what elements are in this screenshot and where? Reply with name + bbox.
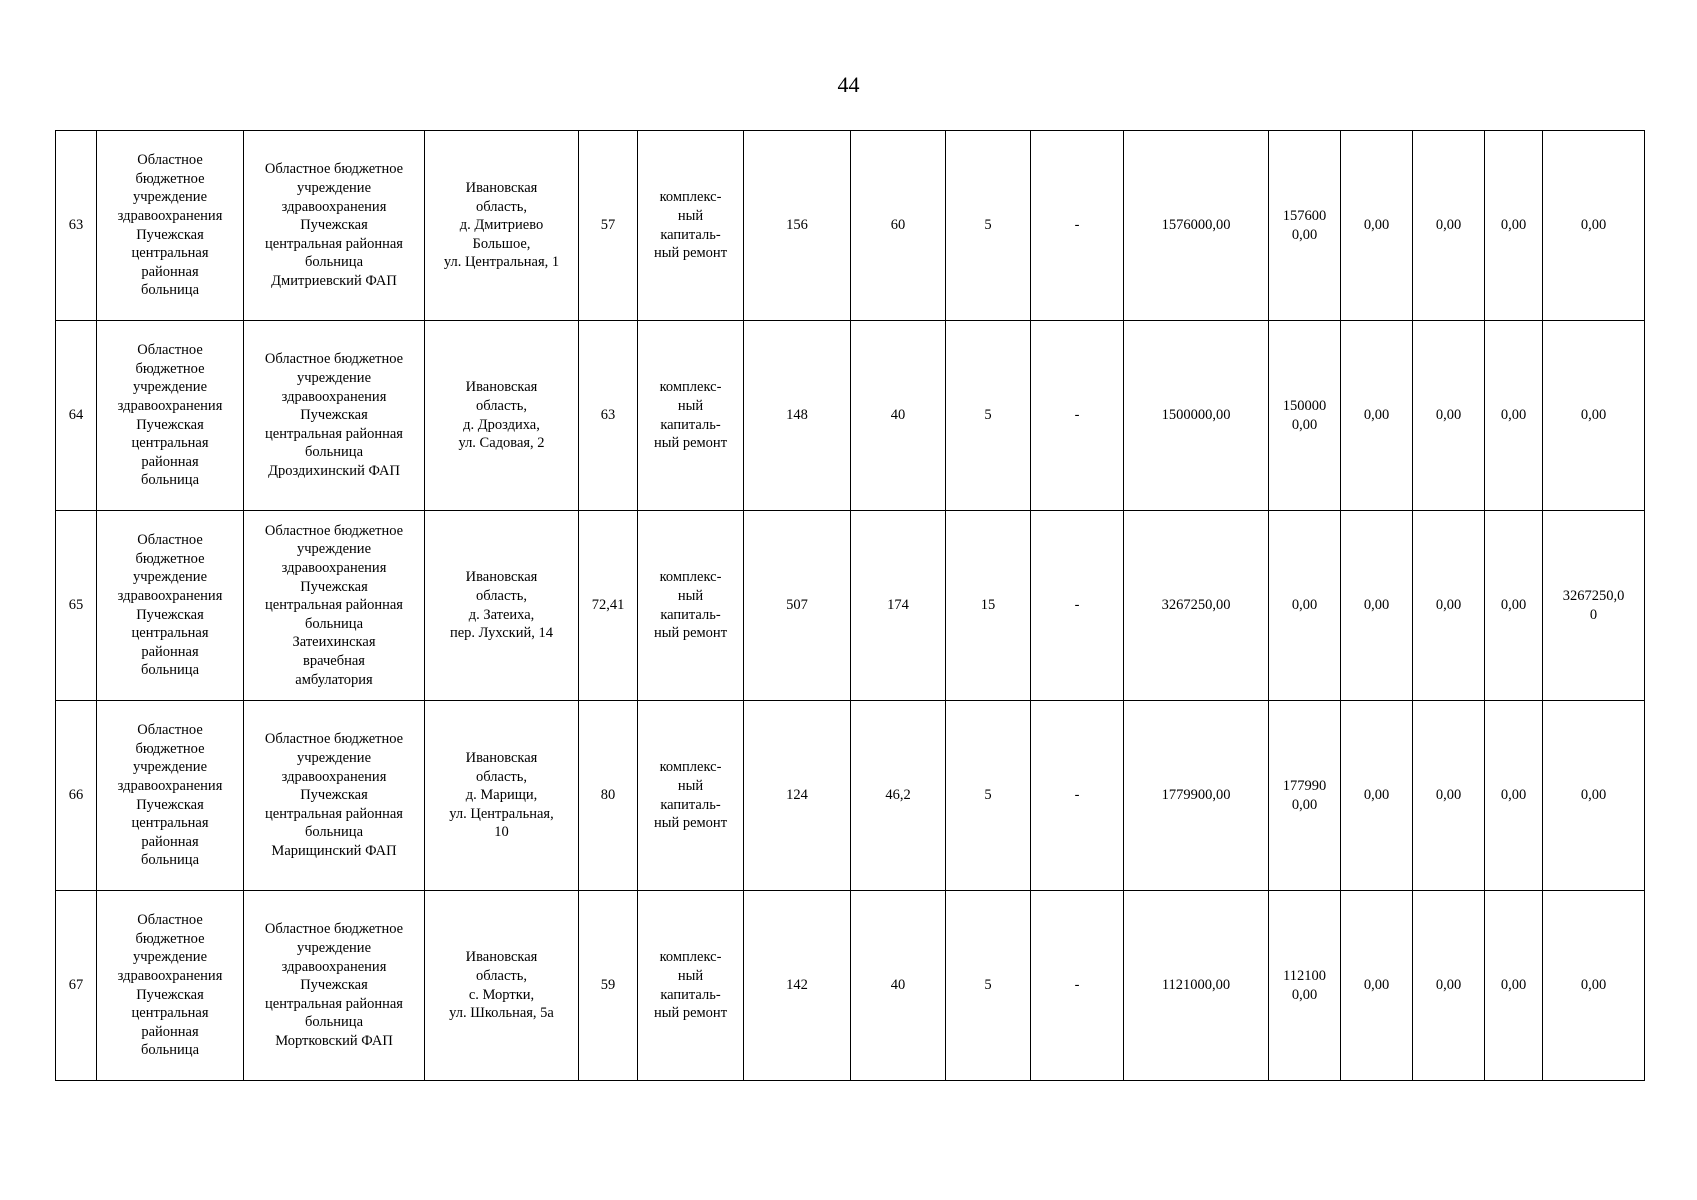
work-type-cell-text: комплекс- ный капиталь- ный ремонт bbox=[653, 759, 728, 832]
amount-cell-14-text: 0,00 bbox=[1435, 217, 1462, 234]
indicator-cell-10 bbox=[1031, 701, 1124, 891]
indicator-cell-9 bbox=[946, 321, 1031, 511]
amount-cell-13 bbox=[1341, 701, 1413, 891]
area-cell-text: 59 bbox=[600, 977, 616, 994]
address-cell-text: Ивановская область, д. Дроздиха, ул. Садовая, 2 bbox=[458, 379, 545, 452]
row-number-cell bbox=[56, 321, 97, 511]
amount-cell-13 bbox=[1341, 891, 1413, 1081]
organization-cell bbox=[97, 511, 244, 701]
row-number-cell bbox=[56, 131, 97, 321]
indicator-cell-8-text: 40 bbox=[890, 407, 906, 424]
organization-cell bbox=[97, 701, 244, 891]
total-cost-cell-text: 3267250,00 bbox=[1161, 597, 1231, 614]
indicator-cell-7-text: 156 bbox=[786, 217, 808, 234]
work-type-cell-text: комплекс- ный капиталь- ный ремонт bbox=[653, 569, 728, 642]
table-body bbox=[56, 131, 1645, 1081]
indicator-cell-9 bbox=[946, 891, 1031, 1081]
work-type-cell bbox=[638, 701, 744, 891]
total-cost-cell bbox=[1124, 701, 1269, 891]
amount-cell-15-text: 0,00 bbox=[1500, 977, 1527, 994]
total-cost-cell-text: 1121000,00 bbox=[1161, 977, 1231, 994]
area-cell bbox=[579, 511, 638, 701]
amount-cell-15 bbox=[1485, 321, 1543, 511]
amount-cell-16-text: 0,00 bbox=[1580, 217, 1607, 234]
indicator-cell-8 bbox=[851, 891, 946, 1081]
total-cost-cell bbox=[1124, 131, 1269, 321]
amount-cell-13-text: 0,00 bbox=[1363, 597, 1390, 614]
organization-cell-text: Областное бюджетное учреждение здравоохранения Пучежская центральная районная больница bbox=[117, 912, 223, 1059]
row-number-cell-text: 66 bbox=[68, 787, 84, 804]
indicator-cell-7 bbox=[744, 321, 851, 511]
object-name-cell bbox=[244, 701, 425, 891]
organization-cell-text: Областное бюджетное учреждение здравоохранения Пучежская центральная районная больница bbox=[117, 152, 223, 299]
address-cell bbox=[425, 891, 579, 1081]
amount-cell-15 bbox=[1485, 891, 1543, 1081]
organization-cell bbox=[97, 131, 244, 321]
amount-cell-16-text: 0,00 bbox=[1580, 977, 1607, 994]
indicator-cell-9 bbox=[946, 131, 1031, 321]
indicator-cell-9 bbox=[946, 511, 1031, 701]
indicator-cell-9-text: 5 bbox=[984, 407, 992, 424]
row-number-cell-text: 65 bbox=[68, 597, 84, 614]
total-cost-cell-text: 1576000,00 bbox=[1161, 217, 1231, 234]
area-cell bbox=[579, 321, 638, 511]
work-type-cell bbox=[638, 131, 744, 321]
work-type-cell-text: комплекс- ный капиталь- ный ремонт bbox=[653, 189, 728, 262]
amount-cell-12-text: 112100 0,00 bbox=[1283, 967, 1326, 1003]
indicator-cell-10 bbox=[1031, 131, 1124, 321]
table-row bbox=[56, 131, 1645, 321]
indicator-cell-9-text: 5 bbox=[984, 787, 992, 804]
organization-cell-text: Областное бюджетное учреждение здравоохранения Пучежская центральная районная больница bbox=[117, 722, 223, 869]
object-name-cell bbox=[244, 321, 425, 511]
area-cell bbox=[579, 701, 638, 891]
indicator-cell-8-text: 40 bbox=[890, 977, 906, 994]
object-name-cell bbox=[244, 511, 425, 701]
indicator-cell-7-text: 142 bbox=[786, 977, 808, 994]
amount-cell-12 bbox=[1269, 131, 1341, 321]
table-row bbox=[56, 891, 1645, 1081]
indicator-cell-7 bbox=[744, 131, 851, 321]
amount-cell-12 bbox=[1269, 891, 1341, 1081]
area-cell-text: 72,41 bbox=[591, 597, 625, 614]
address-cell-text: Ивановская область, д. Марищи, ул. Центральная, 10 bbox=[449, 750, 554, 841]
amount-cell-12 bbox=[1269, 321, 1341, 511]
indicator-cell-9-text: 15 bbox=[980, 597, 996, 614]
amount-cell-13-text: 0,00 bbox=[1363, 977, 1390, 994]
address-cell bbox=[425, 511, 579, 701]
amount-cell-12 bbox=[1269, 511, 1341, 701]
amount-cell-14 bbox=[1413, 891, 1485, 1081]
amount-cell-14-text: 0,00 bbox=[1435, 787, 1462, 804]
area-cell-text: 57 bbox=[600, 217, 616, 234]
amount-cell-16-text: 3267250,0 0 bbox=[1562, 587, 1625, 623]
amount-cell-16 bbox=[1543, 511, 1645, 701]
indicator-cell-10-text: - bbox=[1074, 597, 1080, 614]
table-row bbox=[56, 321, 1645, 511]
amount-cell-12 bbox=[1269, 701, 1341, 891]
amount-cell-13 bbox=[1341, 511, 1413, 701]
indicator-cell-10-text: - bbox=[1074, 787, 1080, 804]
amount-cell-14 bbox=[1413, 701, 1485, 891]
amount-cell-12-text: 150000 0,00 bbox=[1282, 397, 1327, 433]
address-cell-text: Ивановская область, д. Дмитриево Большое, ул. Центральная, 1 bbox=[443, 180, 560, 271]
area-cell-text: 63 bbox=[600, 407, 616, 424]
indicator-cell-8-text: 46,2 bbox=[885, 787, 911, 804]
row-number-cell-text: 64 bbox=[68, 407, 84, 424]
organization-cell-text: Областное бюджетное учреждение здравоохранения Пучежская центральная районная больница bbox=[117, 342, 223, 489]
amount-cell-16-text: 0,00 bbox=[1580, 787, 1607, 804]
indicator-cell-7 bbox=[744, 511, 851, 701]
object-name-cell bbox=[244, 891, 425, 1081]
indicator-cell-10 bbox=[1031, 511, 1124, 701]
indicator-cell-10-text: - bbox=[1074, 217, 1080, 234]
amount-cell-14 bbox=[1413, 321, 1485, 511]
total-cost-cell bbox=[1124, 321, 1269, 511]
work-type-cell bbox=[638, 511, 744, 701]
indicator-cell-7-text: 507 bbox=[786, 597, 808, 614]
amount-cell-16 bbox=[1543, 891, 1645, 1081]
area-cell bbox=[579, 131, 638, 321]
total-cost-cell-text: 1500000,00 bbox=[1161, 407, 1231, 424]
work-type-cell-text: комплекс- ный капиталь- ный ремонт bbox=[653, 379, 728, 452]
row-number-cell bbox=[56, 701, 97, 891]
amount-cell-12-text: 0,00 bbox=[1291, 597, 1318, 614]
indicator-cell-10-text: - bbox=[1074, 407, 1080, 424]
object-name-cell-text: Областное бюджетное учреждение здравоохранения Пучежская центральная районная больница Дмитриевский ФАП bbox=[264, 161, 404, 289]
amount-cell-14 bbox=[1413, 511, 1485, 701]
amount-cell-13 bbox=[1341, 321, 1413, 511]
total-cost-cell bbox=[1124, 891, 1269, 1081]
address-cell-text: Ивановская область, д. Затеиха, пер. Лухский, 14 bbox=[449, 569, 553, 642]
indicator-cell-9-text: 5 bbox=[984, 217, 992, 234]
indicator-cell-8-text: 174 bbox=[887, 597, 909, 614]
amount-cell-16 bbox=[1543, 131, 1645, 321]
object-name-cell bbox=[244, 131, 425, 321]
amount-cell-16 bbox=[1543, 321, 1645, 511]
amount-cell-12-text: 177990 0,00 bbox=[1282, 777, 1327, 813]
object-name-cell-text: Областное бюджетное учреждение здравоохранения Пучежская центральная районная больница Затеихинская врачебная амбулатория bbox=[264, 522, 404, 688]
area-cell-text: 80 bbox=[600, 787, 616, 804]
indicator-cell-10-text: - bbox=[1074, 977, 1080, 994]
row-number-cell-text: 63 bbox=[68, 217, 84, 234]
amount-cell-14-text: 0,00 bbox=[1435, 407, 1462, 424]
amount-cell-13 bbox=[1341, 131, 1413, 321]
amount-cell-16-text: 0,00 bbox=[1580, 407, 1607, 424]
object-name-cell-text: Областное бюджетное учреждение здравоохранения Пучежская центральная районная больница Дроздихинский ФАП bbox=[264, 351, 404, 479]
address-cell bbox=[425, 701, 579, 891]
work-type-cell bbox=[638, 321, 744, 511]
amount-cell-15 bbox=[1485, 131, 1543, 321]
row-number-cell bbox=[56, 511, 97, 701]
organization-cell bbox=[97, 321, 244, 511]
amount-cell-15-text: 0,00 bbox=[1500, 217, 1527, 234]
address-cell-text: Ивановская область, с. Мортки, ул. Школьная, 5а bbox=[449, 949, 554, 1022]
area-cell bbox=[579, 891, 638, 1081]
amount-cell-15-text: 0,00 bbox=[1500, 407, 1527, 424]
object-name-cell-text: Областное бюджетное учреждение здравоохранения Пучежская центральная районная больница Марищинский ФАП bbox=[264, 731, 404, 859]
work-type-cell-text: комплекс- ный капиталь- ный ремонт bbox=[653, 949, 728, 1022]
table-row bbox=[56, 701, 1645, 891]
indicator-cell-10 bbox=[1031, 321, 1124, 511]
indicator-cell-8 bbox=[851, 321, 946, 511]
indicator-cell-8 bbox=[851, 131, 946, 321]
amount-cell-15 bbox=[1485, 511, 1543, 701]
amount-cell-15-text: 0,00 bbox=[1500, 597, 1527, 614]
organization-cell-text: Областное бюджетное учреждение здравоохранения Пучежская центральная районная больница bbox=[117, 532, 223, 679]
indicator-cell-8 bbox=[851, 701, 946, 891]
amount-cell-12-text: 157600 0,00 bbox=[1282, 207, 1327, 243]
object-name-cell-text: Областное бюджетное учреждение здравоохранения Пучежская центральная районная больница Мортковский ФАП bbox=[264, 921, 404, 1049]
table-row bbox=[56, 511, 1645, 701]
organization-cell bbox=[97, 891, 244, 1081]
indicator-cell-7-text: 148 bbox=[786, 407, 808, 424]
amount-cell-13-text: 0,00 bbox=[1363, 407, 1390, 424]
amount-cell-14-text: 0,00 bbox=[1435, 597, 1462, 614]
repair-objects-table bbox=[55, 130, 1645, 1081]
total-cost-cell bbox=[1124, 511, 1269, 701]
amount-cell-15-text: 0,00 bbox=[1500, 787, 1527, 804]
address-cell bbox=[425, 321, 579, 511]
work-type-cell bbox=[638, 891, 744, 1081]
amount-cell-15 bbox=[1485, 701, 1543, 891]
amount-cell-13-text: 0,00 bbox=[1363, 787, 1390, 804]
indicator-cell-9 bbox=[946, 701, 1031, 891]
total-cost-cell-text: 1779900,00 bbox=[1161, 787, 1231, 804]
amount-cell-16 bbox=[1543, 701, 1645, 891]
indicator-cell-8 bbox=[851, 511, 946, 701]
address-cell bbox=[425, 131, 579, 321]
indicator-cell-7-text: 124 bbox=[786, 787, 808, 804]
indicator-cell-10 bbox=[1031, 891, 1124, 1081]
indicator-cell-7 bbox=[744, 701, 851, 891]
row-number-cell-text: 67 bbox=[68, 977, 84, 994]
row-number-cell bbox=[56, 891, 97, 1081]
amount-cell-14-text: 0,00 bbox=[1435, 977, 1462, 994]
amount-cell-14 bbox=[1413, 131, 1485, 321]
amount-cell-13-text: 0,00 bbox=[1363, 217, 1390, 234]
indicator-cell-8-text: 60 bbox=[890, 217, 906, 234]
page-number: 44 bbox=[837, 72, 860, 97]
indicator-cell-7 bbox=[744, 891, 851, 1081]
indicator-cell-9-text: 5 bbox=[984, 977, 992, 994]
